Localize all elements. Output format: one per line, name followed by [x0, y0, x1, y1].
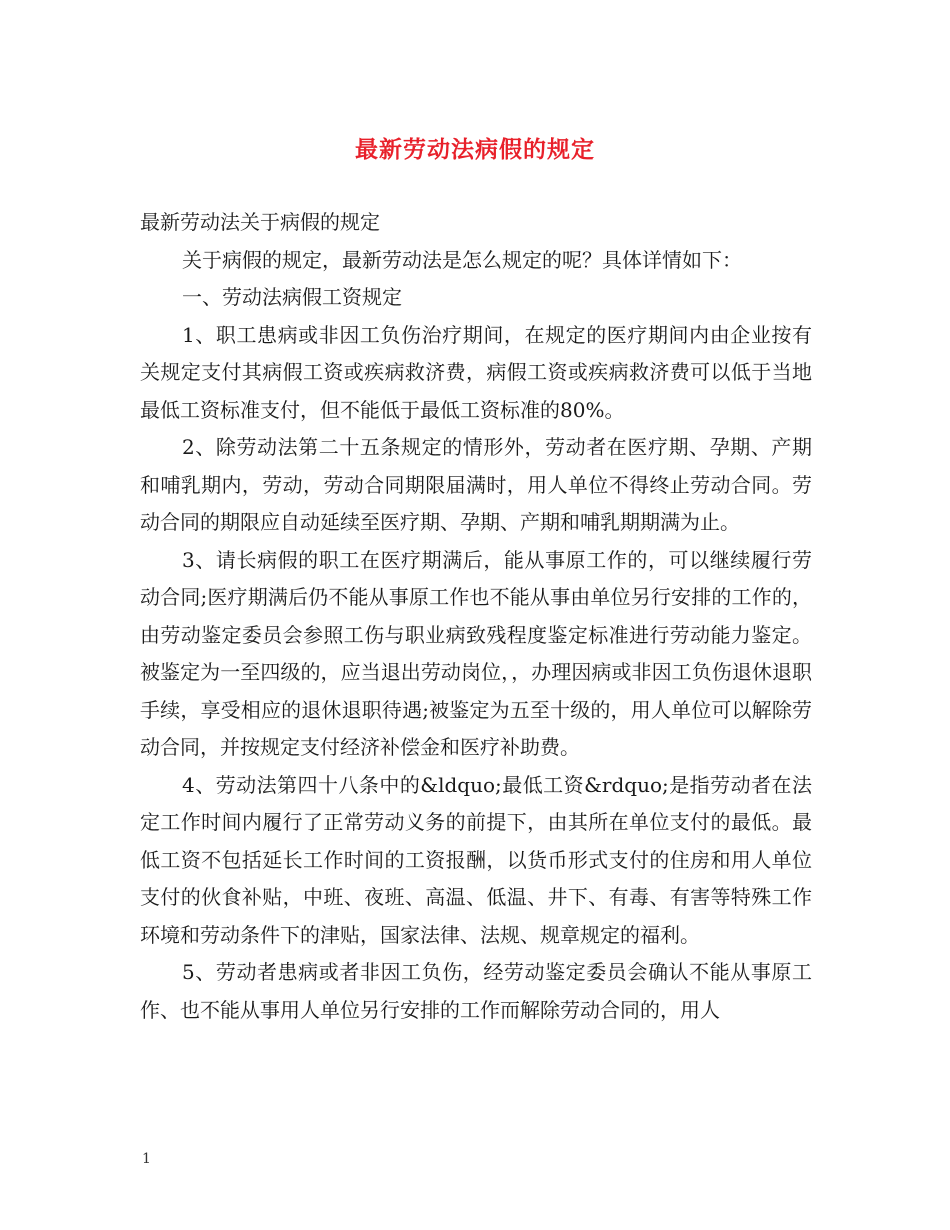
page-number: 1 [142, 1151, 151, 1167]
paragraph-item-1: 1、职工患病或非因工负伤治疗期间，在规定的医疗期间内由企业按有关规定支付其病假工资或疾病救济费，病假工资或疾病救济费可以低于当地最低工资标准支付，但不能低于最低工资标准的80%。 [140, 322, 812, 422]
paragraph-subtitle: 最新劳动法关于病假的规定 [140, 210, 380, 234]
paragraph-intro: 关于病假的规定，最新劳动法是怎么规定的呢？具体详情如下： [182, 247, 742, 272]
paragraph-item-3: 3、请长病假的职工在医疗期满后，能从事原工作的，可以继续履行劳动合同;医疗期满后仍不能从事原工作也不能从事由单位另行安排的工作的，由劳动鉴定委员会参照工伤与职业病致残程度鉴定标准进行劳动能力鉴定。被鉴定为一至四级的，应当退出劳动岗位，，办理因病或非因工负伤退休退职手续，享受相应的退休退职待遇;被鉴定为五至十级的，用人单位可以解除劳动合同，并按规定支付经济补偿金和医疗补助费。 [140, 547, 812, 759]
paragraph-item-2: 2、除劳动法第二十五条规定的情形外，劳动者在医疗期、孕期、产期和哺乳期内，劳动，劳动合同期限届满时，用人单位不得终止劳动合同。劳动合同的期限应自动延续至医疗期、孕期、产期和哺乳期期满为止。 [140, 435, 812, 534]
paragraph-item-4: 4、劳动法第四十八条中的&ldquo;最低工资&rdquo;是指劳动者在法定工作时间内履行了正常劳动义务的前提下，由其所在单位支付的最低。最低工资不包括延长工作时间的工资报酬，以货币形式支付的住房和用人单位支付的伙食补贴，中班、夜班、高温、低温、井下、有毒、有害等特殊工作环境和劳动条件下的津贴，国家法律、法规、规章规定的福利。 [140, 772, 812, 947]
document-title: 最新劳动法病假的规定 [355, 136, 595, 163]
document-body [140, 204, 812, 1029]
paragraph-item-5: 5、劳动者患病或者非因工负伤，经劳动鉴定委员会确认不能从事原工作、也不能从事用人单位另行安排的工作而解除劳动合同的，用人 [140, 960, 812, 1022]
section-heading: 一、劳动法病假工资规定 [182, 285, 402, 309]
